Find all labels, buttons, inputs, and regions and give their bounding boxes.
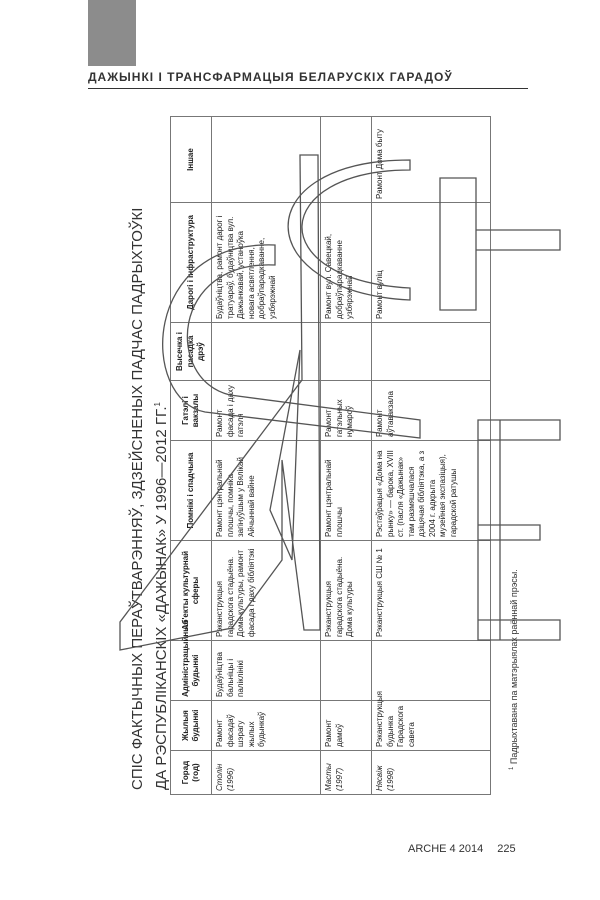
cell-trees [372, 323, 491, 381]
cell-trees [212, 323, 321, 381]
cell-other [212, 117, 321, 203]
title-line-1: СПІС ФАКТЫЧНЫХ ПЕРАЎТВАРЭННЯЎ, ЗДЗЕЙСНЕНЫХ ПАДЧАС ПАДРЫХТОЎКІ [129, 207, 146, 790]
cell-roads: Рамонт вуліц [372, 203, 491, 323]
cell-roads: Рамонт вул. Савецкай, добраўпарадкаванне узбярэжнай [321, 203, 372, 323]
cell-culture: Рэканструкцыя СШ № 1 [372, 541, 491, 641]
table-header-row [171, 117, 212, 795]
header-culture: Аб'екты культурнай сферы [171, 541, 212, 641]
cell-monuments: Рамонт цэнтральнай плошчы [321, 441, 372, 541]
cell-housing: Рэканструкцыя будынка Гарадскога савета [372, 701, 491, 751]
cell-housing: Рамонт фасадаў шэрагу жылых будынкаў [212, 701, 321, 751]
journal-name: ARCHE 4 2014 [408, 843, 484, 855]
cell-trees [321, 323, 372, 381]
header-roads: Дарогі і інфраструктура [171, 203, 212, 323]
page-number: 225 [497, 843, 516, 855]
cell-culture: Рэканструкцыя гарадскога стадыёна. Дома культуры, рамонт фасада і даху бібліятэкі [212, 541, 321, 641]
header-rule [88, 88, 528, 89]
cell-other [321, 117, 372, 203]
title-footnote-mark: 1 [153, 402, 162, 407]
footnote-text: Падрыхтавана па матэрыялах раённай прэсы. [509, 569, 519, 765]
header-city: Горад (год) [171, 751, 212, 795]
cell-hotels: Рамонт гатэльных нумароў [321, 381, 372, 441]
page-footer [408, 843, 516, 855]
cell-roads: Будаўніцтва, рамонт дарог і тратуараў, будаўніцтва вул. Дажынкавай, устаноўка новага асвятлення, добраўпарадкаванне, узбярэжнай [212, 203, 321, 323]
cell-culture: Рэканструкцыя гарадскога стадыёна. Дома культуры [321, 541, 372, 641]
table-title [128, 110, 172, 790]
header-monuments: Помнікі і спадчына [171, 441, 212, 541]
header-hotels: Гатэлі і вакзалы [171, 381, 212, 441]
header-trees: Высечка і пасадка дрэў [171, 323, 212, 381]
cell-hotels: Рамонт аўтавакзала [372, 381, 491, 441]
transformations-table [170, 116, 491, 795]
running-head: ДАЖЫНКІ І ТРАНСФАРМАЦЫЯ БЕЛАРУСКІХ ГАРАДОЎ [88, 70, 453, 84]
footnote-mark: 1 [509, 766, 515, 770]
cell-admin [321, 641, 372, 701]
cell-city: Масты (1997) [321, 751, 372, 795]
cell-monuments: Рамонт цэнтральнай плошчы, помніка загінуўшым у Вялікай Айчыннай вайне [212, 441, 321, 541]
header-other: Іншае [171, 117, 212, 203]
cell-city: Столін (1996) [212, 751, 321, 795]
table-row [212, 117, 321, 795]
table-row [321, 117, 372, 795]
cell-other: Рамонт Дома быту [372, 117, 491, 203]
cell-admin [372, 641, 491, 701]
corner-block [88, 0, 136, 66]
cell-city: Нясвіж (1998) [372, 751, 491, 795]
title-line-2 [148, 110, 172, 790]
cell-admin: Будаўніцтва бальніцы і паліклінікі [212, 641, 321, 701]
cell-monuments: Рэстаўрацыя «Дома на рынку» — барока, XVIII ст. (пасля «Дажынак» там размяшчалася дзіцячая бібліятэка, а з 2004 г. адкрыта музейная экспазіцыя), гарадской ратушы [372, 441, 491, 541]
table-row [372, 117, 491, 795]
header-admin: Адміністрацыйныя будынкі [171, 641, 212, 701]
footnote [509, 370, 519, 770]
rotated-content [120, 105, 560, 795]
title-line-2-text: ДА РЭСПУБЛІКАНСКІХ «ДАЖЫНАК» У 1996—2012 ГГ. [153, 406, 170, 790]
header-housing: Жылыя будынкі [171, 701, 212, 751]
cell-housing: Рамонт дамоў [321, 701, 372, 751]
cell-hotels: Рамонт фасада і даху гатэля [212, 381, 321, 441]
